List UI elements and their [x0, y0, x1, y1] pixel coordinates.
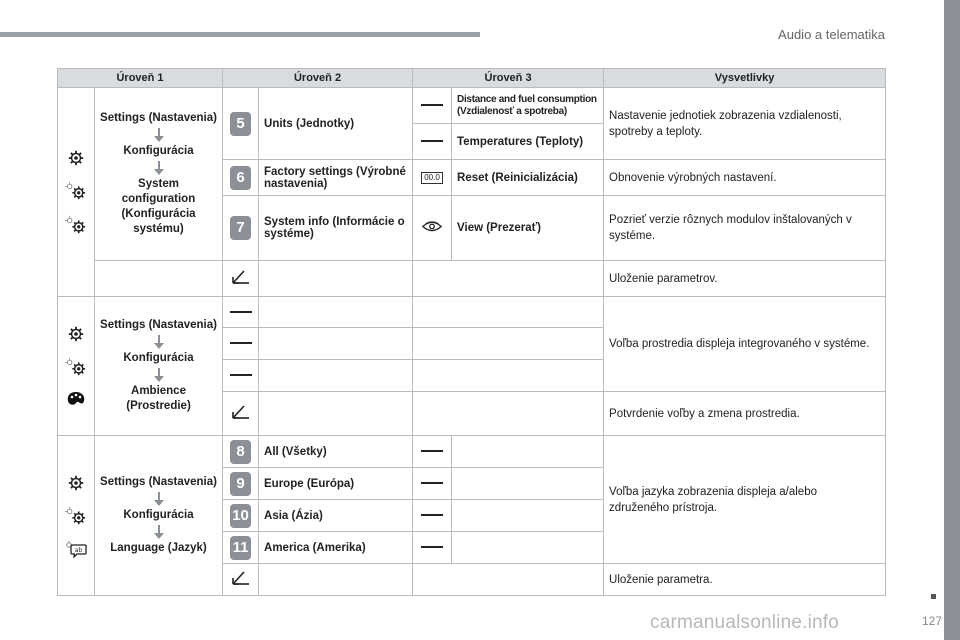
gear-icon — [67, 325, 85, 343]
level3-distance-label: Distance and fuel consumption (Vzdialenosť a spotreba) — [457, 93, 597, 117]
empty-cell — [452, 500, 604, 532]
arrow-down-icon — [154, 128, 164, 142]
step-badge: 9 — [230, 472, 251, 496]
arrow-down-icon — [154, 368, 164, 382]
explanation-language: Voľba jazyka zobrazenia displeja a/alebo združeného prístroja. — [604, 436, 886, 564]
badge-cell — [223, 500, 259, 532]
level2-language-option[interactable]: Asia (Ázia) — [259, 500, 413, 532]
speech-bubble-icon — [64, 540, 88, 558]
menu-configuration-label: Konfigurácia — [123, 352, 194, 364]
watermark: carmanualsonline.info — [650, 612, 840, 633]
section-title: Audio a telematika — [778, 27, 885, 42]
gear-small-icon — [64, 181, 88, 201]
column-header-explanation: Vysvetlivky — [604, 69, 886, 88]
table-row — [58, 297, 886, 328]
option-icon-cell[interactable] — [413, 468, 452, 500]
empty-cell — [259, 297, 413, 328]
page-number: 127 — [921, 614, 942, 628]
menu-configuration-label: Konfigurácia — [123, 509, 194, 521]
step-badge: 5 — [230, 112, 251, 136]
menu-icons-cell — [58, 297, 95, 436]
option-icon-cell[interactable] — [413, 532, 452, 564]
empty-cell — [413, 261, 604, 297]
empty-cell — [259, 328, 413, 360]
column-header-level1: Úroveň 1 — [58, 69, 223, 88]
empty-cell — [259, 392, 413, 436]
menu-path-cell — [95, 88, 223, 261]
level3-temperatures[interactable]: Temperatures (Teploty) — [452, 124, 604, 160]
badge-cell — [223, 88, 259, 160]
explanation-ambience: Voľba prostredia displeja integrovaného v systéme. — [604, 297, 886, 392]
level2-language-option[interactable]: All (Všetky) — [259, 436, 413, 468]
level2-language-option[interactable]: Europe (Európa) — [259, 468, 413, 500]
level2-sysinfo: System info (Informácie o systéme) — [259, 196, 413, 261]
level3-reset[interactable]: Reset (Reinicializácia) — [452, 160, 604, 196]
explanation-confirm: Potvrdenie voľby a zmena prostredia. — [604, 392, 886, 436]
badge-cell — [223, 532, 259, 564]
menu-settings-label: Settings (Nastavenia) — [100, 476, 217, 488]
option-bar-icon — [421, 514, 443, 516]
level2-units: Units (Jednotky) — [259, 88, 413, 160]
option-icon-cell[interactable] — [413, 500, 452, 532]
option-icon-cell[interactable] — [413, 124, 452, 160]
header-rule — [0, 32, 480, 37]
empty-cell — [452, 436, 604, 468]
reset-icon-cell[interactable] — [413, 160, 452, 196]
arrow-down-icon — [154, 335, 164, 349]
settings-table — [57, 68, 886, 596]
option-bar-icon — [230, 374, 252, 376]
gear-small-icon — [64, 357, 88, 377]
view-icon-cell[interactable] — [413, 196, 452, 261]
option-bar-icon — [230, 311, 252, 313]
empty-cell — [95, 261, 223, 297]
gear-icon — [67, 149, 85, 167]
column-header-level2: Úroveň 2 — [223, 69, 413, 88]
explanation-units: Nastavenie jednotiek zobrazenia vzdialenosti, spotreby a teploty. — [604, 88, 886, 160]
empty-cell — [413, 392, 604, 436]
option-icon-cell[interactable] — [413, 88, 452, 124]
explanation-sysinfo: Pozrieť verzie rôznych modulov inštalovaných v systéme. — [604, 196, 886, 261]
confirm-icon-cell[interactable] — [223, 261, 259, 297]
confirm-icon-cell[interactable] — [223, 564, 259, 596]
menu-icons-cell — [58, 436, 95, 596]
palette-icon — [66, 391, 86, 407]
option-bar-icon — [421, 546, 443, 548]
gear-icon — [67, 474, 85, 492]
menu-path-cell — [95, 436, 223, 596]
arrow-down-icon — [154, 525, 164, 539]
step-badge: 11 — [230, 536, 251, 560]
level3-view[interactable]: View (Prezerať) — [452, 196, 604, 261]
menu-settings-label: Settings (Nastavenia) — [100, 319, 217, 331]
badge-cell — [223, 436, 259, 468]
empty-cell — [413, 360, 604, 392]
menu-settings-label: Settings (Nastavenia) — [100, 112, 217, 124]
empty-cell — [259, 564, 413, 596]
menu-icons-cell — [58, 88, 95, 297]
empty-cell — [413, 328, 604, 360]
option-bar-icon — [230, 342, 252, 344]
empty-cell — [452, 532, 604, 564]
reset-icon: 00.0 — [421, 172, 443, 184]
badge-cell — [223, 196, 259, 261]
option-bar-icon — [421, 104, 443, 106]
level1-label: Language (Jazyk) — [110, 542, 207, 554]
back-arrow-icon — [230, 268, 252, 286]
table-row — [58, 261, 886, 297]
arrow-down-icon — [154, 161, 164, 175]
empty-cell — [452, 468, 604, 500]
arrow-down-icon — [154, 492, 164, 506]
option-icon-cell[interactable] — [223, 360, 259, 392]
explanation-factory: Obnovenie výrobných nastavení. — [604, 160, 886, 196]
confirm-icon-cell[interactable] — [223, 392, 259, 436]
option-icon-cell[interactable] — [223, 328, 259, 360]
back-arrow-icon — [230, 569, 252, 587]
table-header-row — [58, 69, 886, 88]
level2-language-option[interactable]: America (Amerika) — [259, 532, 413, 564]
explanation-save-language: Uloženie parametra. — [604, 564, 886, 596]
gear-small-icon — [64, 215, 88, 235]
table-row — [58, 436, 886, 468]
menu-configuration-label: Konfigurácia — [123, 145, 194, 157]
empty-cell — [413, 564, 604, 596]
column-header-level3: Úroveň 3 — [413, 69, 604, 88]
continuation-marker — [931, 594, 936, 599]
level2-factory: Factory settings (Výrobné nastavenia) — [259, 160, 413, 196]
option-icon-cell[interactable] — [223, 297, 259, 328]
gear-small-icon — [64, 506, 88, 526]
empty-cell — [259, 261, 413, 297]
badge-cell — [223, 160, 259, 196]
eye-icon — [421, 220, 443, 233]
page-side-strip — [944, 0, 960, 640]
level1-label: System configuration (Konfigurácia systému) — [121, 178, 196, 235]
level1-label: Ambience (Prostredie) — [126, 385, 191, 412]
table-row — [58, 88, 886, 124]
level3-distance[interactable] — [452, 88, 604, 124]
option-icon-cell[interactable] — [413, 436, 452, 468]
option-bar-icon — [421, 482, 443, 484]
menu-path-cell — [95, 297, 223, 436]
empty-cell — [259, 360, 413, 392]
step-badge: 10 — [230, 504, 251, 528]
explanation-save: Uloženie parametrov. — [604, 261, 886, 297]
option-bar-icon — [421, 450, 443, 452]
step-badge: 8 — [230, 440, 251, 464]
badge-cell — [223, 468, 259, 500]
back-arrow-icon — [230, 403, 252, 421]
empty-cell — [413, 297, 604, 328]
step-badge: 7 — [230, 216, 251, 240]
step-badge: 6 — [230, 166, 251, 190]
option-bar-icon — [421, 140, 443, 142]
